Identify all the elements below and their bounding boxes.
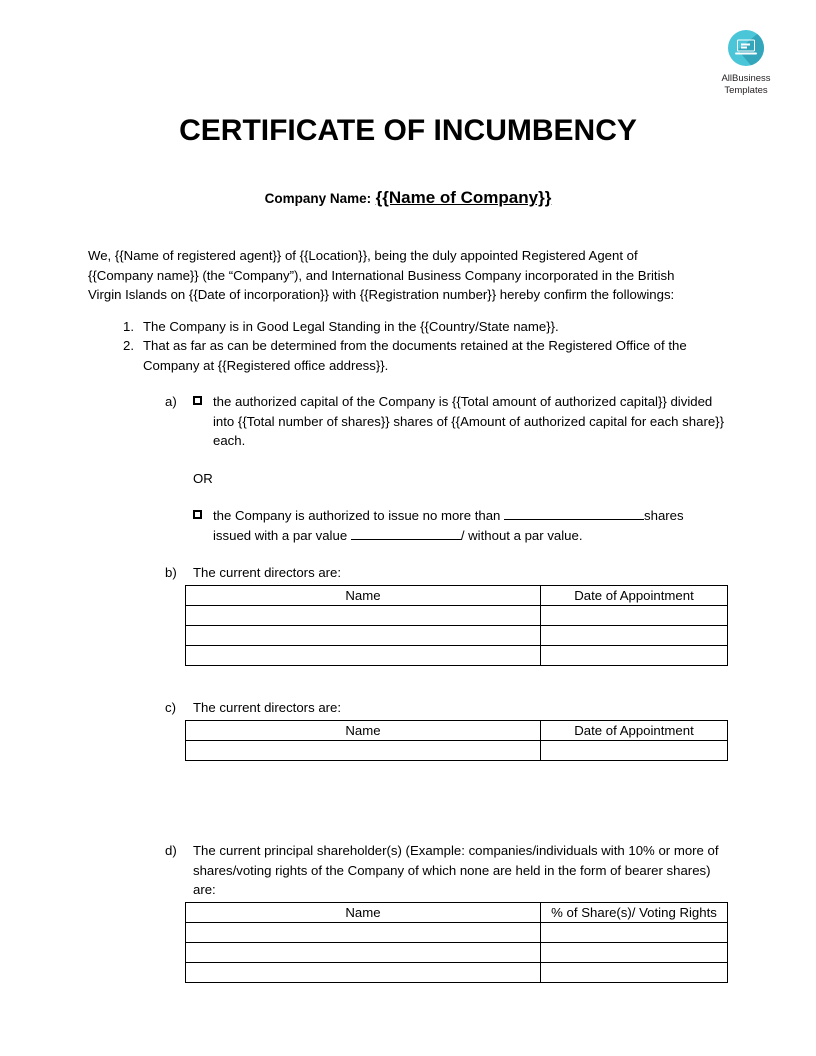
checkbox-authorized-capital[interactable]: [193, 396, 202, 405]
numbered-item-1-text: The Company is in Good Legal Standing in the {{Country/State name}}.: [143, 318, 559, 334]
section-b: [88, 563, 733, 666]
brand-name: [700, 73, 792, 96]
table-row[interactable]: [186, 646, 728, 666]
company-name-value: {{Name of Company}}: [375, 188, 552, 207]
directors-table-c: [185, 720, 728, 762]
section-b-marker: b): [165, 565, 177, 580]
cell-name[interactable]: [186, 741, 541, 761]
alt-text-line2-before: issued with a par value: [213, 527, 348, 543]
shareholders-table-d: [185, 902, 728, 984]
section-d: [88, 841, 733, 983]
cell-name[interactable]: [186, 923, 541, 943]
section-c: [88, 698, 733, 761]
column-header-name: Name: [186, 720, 541, 741]
page-title: CERTIFICATE OF INCUMBENCY: [179, 114, 637, 147]
cell-name[interactable]: [186, 943, 541, 963]
table-header-row: [186, 720, 728, 741]
laptop-screen: [737, 40, 755, 52]
cell-date[interactable]: [541, 626, 728, 646]
table-row[interactable]: [186, 963, 728, 983]
alt-text-before-rule: the Company is authorized to issue no more than: [213, 508, 501, 523]
section-c-label: The current directors are:: [193, 700, 342, 715]
directors-table-b: [185, 585, 728, 667]
alt-text-line2-after: / without a par value.: [460, 527, 583, 543]
cell-name[interactable]: [186, 606, 541, 626]
table-header-row: [186, 585, 728, 606]
section-a-checkbox-text: the authorized capital of the Company is {{Total amount of authorized capital}} divided into {{Total number of shares}} shares of {{Amount of authorized capital for each share}} each.: [213, 394, 724, 448]
section-c-marker: c): [165, 700, 176, 715]
cell-date[interactable]: [541, 606, 728, 626]
checkbox-issue-shares[interactable]: [193, 510, 202, 519]
section-a-alt-paragraph: [193, 506, 733, 545]
brand-line-2: Templates: [724, 84, 768, 96]
logo-circle-wrap: [700, 30, 792, 70]
document-body: [88, 246, 728, 983]
table-row[interactable]: [186, 923, 728, 943]
numbered-item-2-text: That as far as can be determined from the documents retained at the Registered Office of the Company at {{Registered office address}}.: [143, 338, 687, 373]
lettered-list: [88, 392, 728, 983]
section-a: [88, 392, 733, 451]
screen-line-1: [741, 44, 750, 46]
cell-date[interactable]: [541, 741, 728, 761]
section-a-marker: a): [165, 394, 177, 409]
laptop-icon: [728, 30, 764, 66]
company-name-label: Company Name:: [264, 191, 372, 206]
column-header-date: Date of Appointment: [541, 585, 728, 606]
table-row[interactable]: [186, 626, 728, 646]
column-header-name: Name: [186, 585, 541, 606]
intro-paragraph: We, {{Name of registered agent}} of {{Location}}, being the duly appointed Registered Agent of {{Company name}} (the “Company”), and International Business Company incorporated in the British Virgin Islands on {{Date of incorporation}} with {{Registration number}} hereby confirm the followings:: [88, 248, 675, 302]
brand-line-1: AllBusiness: [721, 73, 771, 84]
numbered-item-2-marker: 2.: [123, 338, 134, 353]
laptop-glyph: [735, 40, 757, 57]
company-name-line: [0, 188, 816, 208]
cell-share-pct[interactable]: [541, 923, 728, 943]
numbered-item-2: [88, 336, 688, 375]
screen-line-2: [741, 47, 747, 49]
column-header-share-pct: % of Share(s)/ Voting Rights: [541, 902, 728, 923]
or-separator: OR: [193, 470, 213, 486]
table-row[interactable]: [186, 741, 728, 761]
section-a-alternative: [88, 506, 733, 545]
table-row[interactable]: [186, 943, 728, 963]
table-row[interactable]: [186, 606, 728, 626]
laptop-base: [735, 53, 757, 55]
cell-share-pct[interactable]: [541, 963, 728, 983]
section-d-label: The current principal shareholder(s) (Example: companies/individuals with 10% or more of shares/voting rights of the Company of which none are held in the form of bearer shares) are:: [193, 843, 719, 897]
cell-name[interactable]: [186, 646, 541, 666]
section-d-marker: d): [165, 843, 177, 858]
section-b-label: The current directors are:: [193, 565, 342, 580]
column-header-name: Name: [186, 902, 541, 923]
cell-share-pct[interactable]: [541, 943, 728, 963]
section-a-checkbox-paragraph: [193, 392, 733, 451]
cell-name[interactable]: [186, 963, 541, 983]
shares-count-blank[interactable]: [504, 519, 644, 520]
numbered-item-1: [88, 317, 688, 337]
cell-name[interactable]: [186, 626, 541, 646]
alt-text-after-rule: shares: [644, 508, 684, 523]
column-header-date: Date of Appointment: [541, 720, 728, 741]
par-value-blank[interactable]: [351, 539, 461, 540]
numbered-list: [88, 317, 728, 376]
numbered-item-1-marker: 1.: [123, 318, 134, 334]
table-header-row: [186, 902, 728, 923]
cell-date[interactable]: [541, 646, 728, 666]
allbusiness-templates-logo: [700, 30, 792, 96]
